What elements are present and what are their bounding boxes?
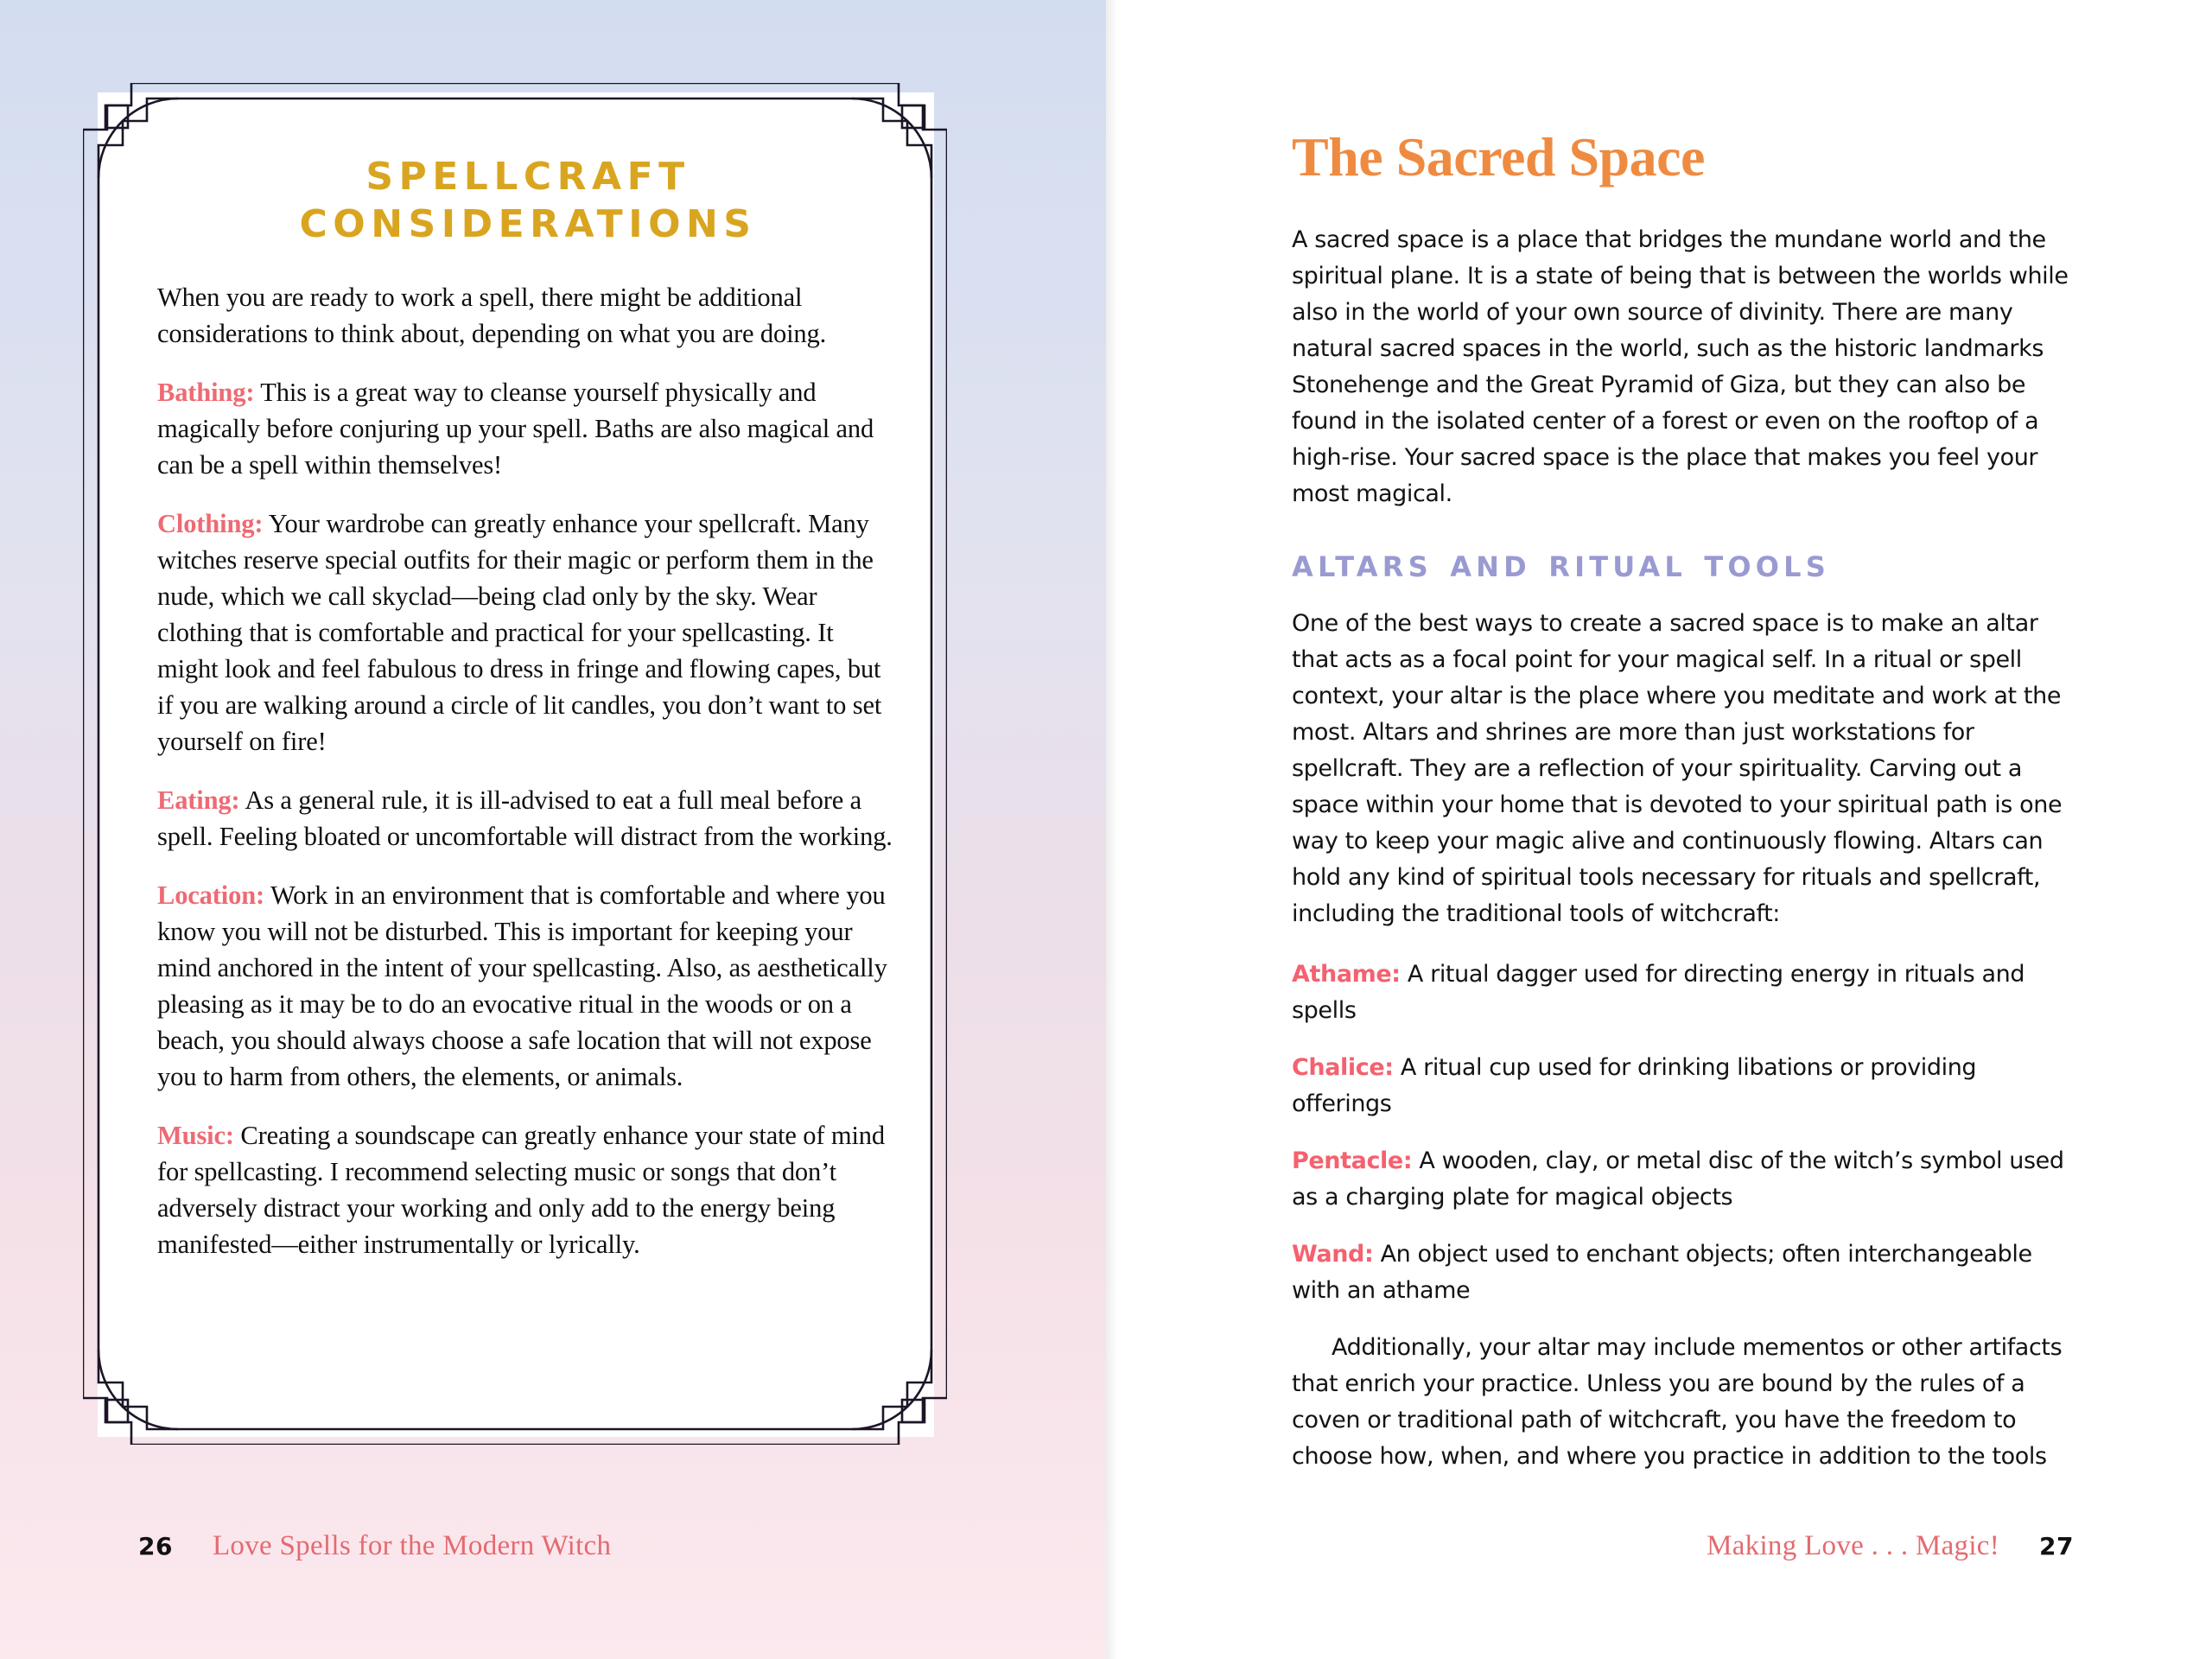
paragraph-lead-location: Location: <box>157 880 265 911</box>
paragraph-bathing <box>157 374 899 483</box>
paragraph-text: Your wardrobe can greatly enhance your spellcraft. Many witches reserve special outfits for their magic or perform them in the nude, which we call skyclad—being clad only by the sky. Wear clothing that is comfortable and practical for your spellcasting. It might look and feel fabulous to dress in fringe and flowing capes, but if you are walking around a circle of lit candles, you don’t want to set yourself on fire! <box>157 509 882 757</box>
paragraph-lead-eating: Eating: <box>157 785 240 816</box>
right-page-content <box>1292 128 2069 1499</box>
left-body-text <box>157 279 899 1262</box>
paragraph-text: Work in an environment that is comfortable and where you know you will not be disturbed. This is important for keeping your mind anchored in the intent of your spellcasting. Also, as aesthetically pleasing as it may be to do an evocative ritual in the woods or on a beach, you should always choose a safe location that will not expose you to harm from others, the elements, or animals. <box>157 880 887 1092</box>
paragraph-altars-body: One of the best ways to create a sacred space is to make an altar that acts as a focal point for your magical self. In a ritual or spell context, your altar is the place where you meditate and work at the most. Altars and shrines are more than just workstations for spellcraft. They are a reflection of your spirituality. Carving out a space within your home that is devoted to your spiritual path is one way to keep your magic alive and continuously flowing. Altars can hold any kind of spiritual tools necessary for rituals and spellcraft, including the traditional tools of witchcraft: <box>1292 610 2063 928</box>
tool-entry-athame <box>1292 957 2069 1029</box>
tool-entry-wand <box>1292 1236 2069 1309</box>
page-number-right: 27 <box>2039 1532 2074 1560</box>
paragraph-lead-bathing: Bathing: <box>157 378 255 408</box>
subhead-altars-and-ritual-tools: ALTARS AND RITUAL TOOLS <box>1292 550 1830 584</box>
paragraph-sacred-space-intro: A sacred space is a place that bridges the mundane world and the spiritual plane. It is a state of being that is between the worlds while also in the world of your own source of divinity. There are many natural sacred spaces in the world, such as the historic landmarks Stonehenge and the Great Pyramid of Giza, but they can also be found in the isolated center of a forest or even on the rooftop of a high-rise. Your sacred space is the place that makes you feel your most magical. <box>1292 226 2069 508</box>
paragraph-eating <box>157 782 899 855</box>
right-body-text <box>1292 222 2069 1475</box>
right-page-footer <box>1707 1530 2074 1562</box>
page-title-spellcraft-considerations: SPELLCRAFT CONSIDERATIONS <box>299 155 757 246</box>
tool-lead-wand: Wand: <box>1292 1241 1374 1268</box>
paragraph-clothing <box>157 505 899 760</box>
tool-text: A wooden, clay, or metal disc of the witch’s symbol used as a charging plate for magical objects <box>1292 1147 2064 1211</box>
tool-lead-pentacle: Pentacle: <box>1292 1147 1413 1175</box>
paragraph-lead-clothing: Clothing: <box>157 509 264 539</box>
paragraph-text: This is a great way to cleanse yourself physically and magically before conjuring up your spell. Baths are also magical and can be a spell within themselves! <box>157 378 874 480</box>
paragraph-location <box>157 877 899 1095</box>
paragraph-closing: Additionally, your altar may include mementos or other artifacts that enrich your practice. Unless you are bound by the rules of a coven or traditional path of witchcraft, you have the freedom to choose how, when, and where you practice in addition to the tools <box>1292 1334 2063 1471</box>
paragraph-text: When you are ready to work a spell, there might be additional considerations to think about, depending on what you are doing. <box>157 283 827 349</box>
running-head-right: Making Love . . . Magic! <box>1707 1530 2000 1561</box>
left-page-content <box>157 154 899 1262</box>
page-number-left: 26 <box>138 1532 173 1560</box>
page-title-the-sacred-space: The Sacred Space <box>1292 126 1705 188</box>
tool-text: An object used to enchant objects; often interchangeable with an athame <box>1292 1241 2032 1305</box>
paragraph-lead-music: Music: <box>157 1121 234 1151</box>
tool-lead-athame: Athame: <box>1292 961 1401 988</box>
paragraph-intro <box>157 279 899 352</box>
paragraph-text: Creating a soundscape can greatly enhance your state of mind for spellcasting. I recommend selecting music or songs that don’t adversely distract your working and only add to the energy being manifested—either instrumentally or lyrically. <box>157 1121 885 1260</box>
tool-text: A ritual dagger used for directing energy in rituals and spells <box>1292 961 2025 1025</box>
tool-entry-pentacle <box>1292 1143 2069 1216</box>
tool-lead-chalice: Chalice: <box>1292 1054 1394 1082</box>
left-page-footer <box>138 1530 611 1562</box>
tool-text: A ritual cup used for drinking libations or providing offerings <box>1292 1054 1977 1118</box>
paragraph-text: As a general rule, it is ill-advised to eat a full meal before a spell. Feeling bloated or uncomfortable will distract from the working. <box>157 785 893 852</box>
paragraph-music <box>157 1117 899 1262</box>
running-head-left: Love Spells for the Modern Witch <box>212 1530 612 1561</box>
tool-entry-chalice <box>1292 1050 2069 1122</box>
right-page <box>1106 0 2212 1659</box>
